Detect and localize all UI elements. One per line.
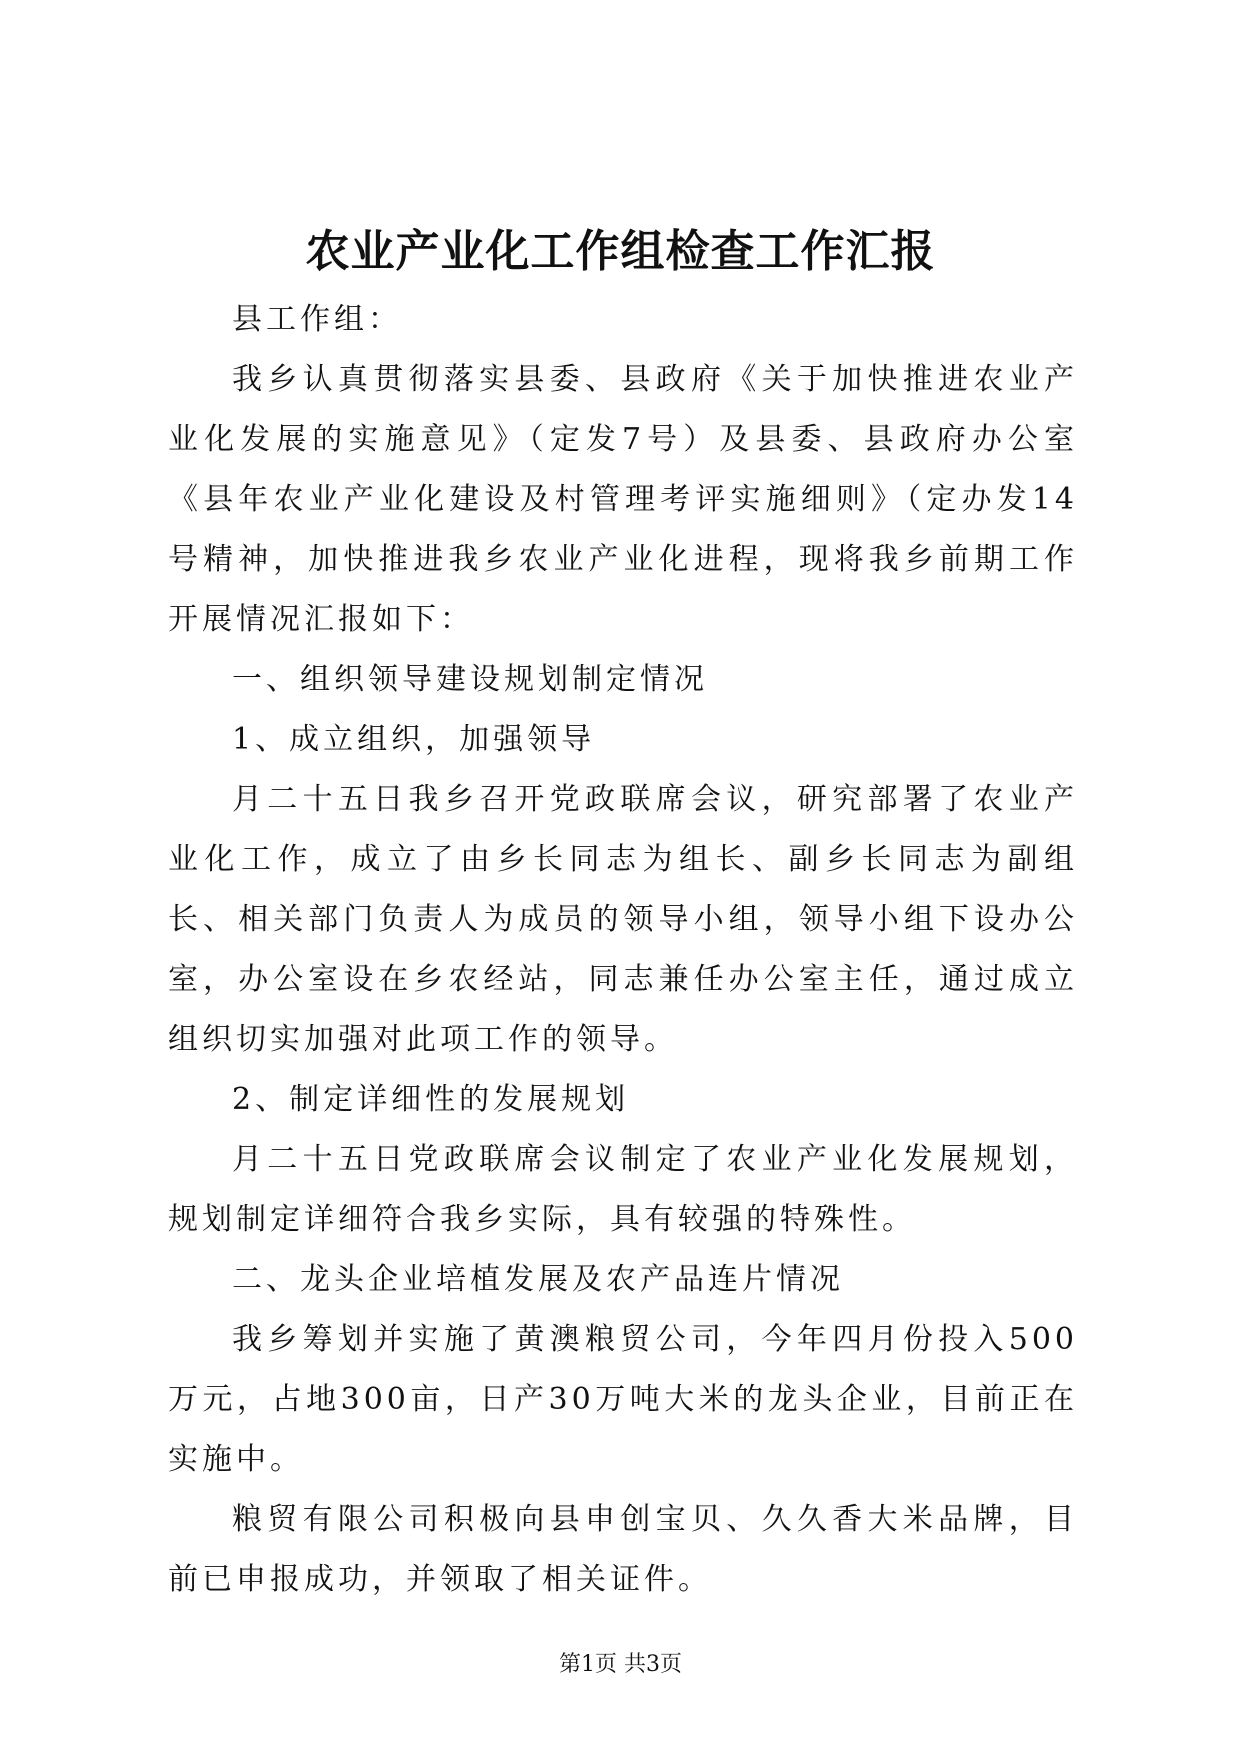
salutation: 县工作组： xyxy=(232,302,402,337)
section-heading-2: 二、龙头企业培植发展及农产品连片情况 xyxy=(232,1262,844,1297)
paragraph-brand: 粮贸有限公司积极向县申创宝贝、久久香大米品牌，目前已申报成功，并领取了相关证件。 xyxy=(168,1502,1078,1597)
intro-paragraph: 我乡认真贯彻落实县委、县政府《关于加快推进农业产业化发展的实施意见》（定发7号）及县委、县政府办公室《县年农业产业化建设及村管理考评实施细则》（定办发14号精神，加快推进我乡农业产业化进程，现将我乡前期工作开展情况汇报如下： xyxy=(168,362,1078,637)
paragraph-organization: 月二十五日我乡召开党政联席会议，研究部署了农业产业化工作，成立了由乡长同志为组长、副乡长同志为副组长、相关部门负责人为成员的领导小组，领导小组下设办公室，办公室设在乡农经站，同志兼任办公室主任，通过成立组织切实加强对此项工作的领导。 xyxy=(168,782,1078,1057)
page-footer: 第1页 共3页 xyxy=(559,1652,682,1677)
document-title: 农业产业化工作组检查工作汇报 xyxy=(305,226,936,277)
paragraph-planning: 月二十五日党政联席会议制定了农业产业化发展规划，规划制定详细符合我乡实际，具有较强的特殊性。 xyxy=(168,1142,1078,1237)
section-heading-1: 一、组织领导建设规划制定情况 xyxy=(232,662,708,697)
document-body xyxy=(168,290,1078,1610)
subheading-2: 2、制定详细性的发展规划 xyxy=(232,1082,630,1117)
subheading-1: 1、成立组织，加强领导 xyxy=(232,722,596,757)
paragraph-enterprise: 我乡筹划并实施了黄澳粮贸公司，今年四月份投入500万元，占地300亩，日产30万吨大米的龙头企业，目前正在实施中。 xyxy=(168,1322,1078,1477)
